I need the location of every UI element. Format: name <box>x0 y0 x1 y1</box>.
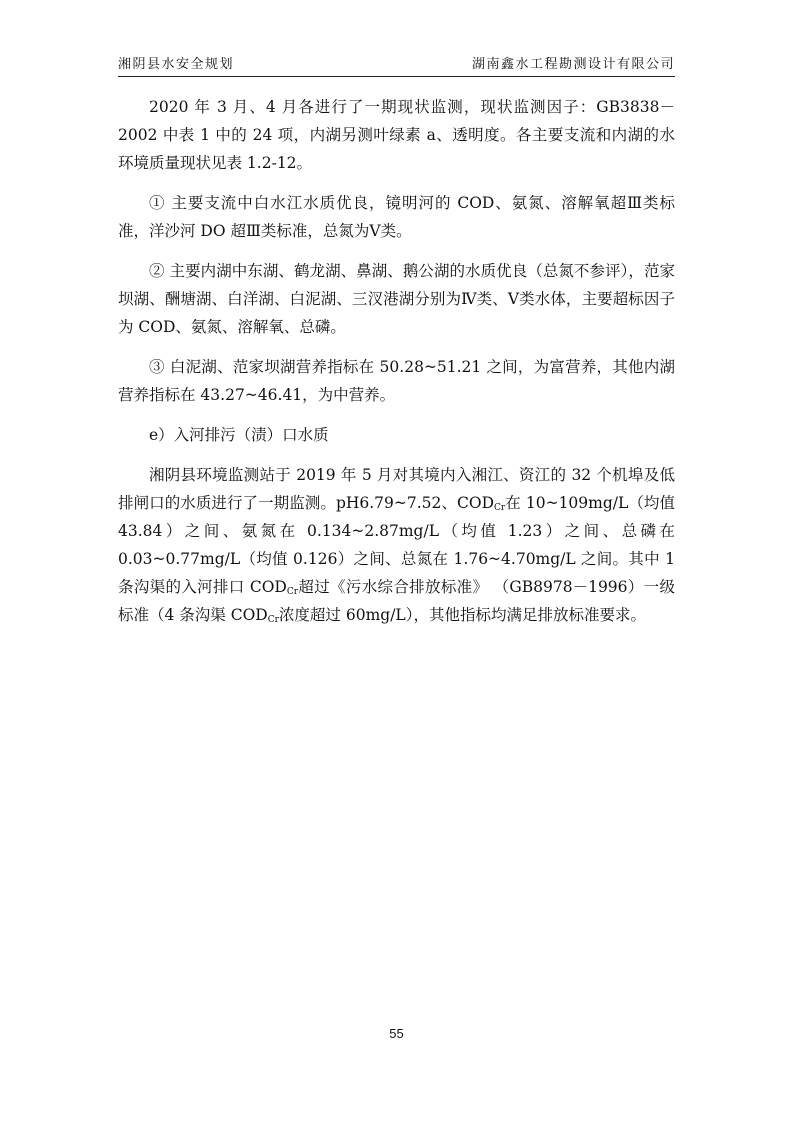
cod-subscript-3: Cr <box>267 615 279 625</box>
paragraph-inner-lake-quality: ② 主要内湖中东湖、鹤龙湖、鼻湖、鹅公湖的水质优良（总氮不参评），范家坝湖、酬塘湖、白洋湖、白泥湖、三汊港湖分别为Ⅳ类、Ⅴ类水体，主要超标因子为 COD、氨氮、溶解氧、总磷。 <box>118 262 675 336</box>
header-company-name: 湖南鑫水工程勘测设计有限公司 <box>471 57 675 72</box>
section-heading-outfall: e）入河排污（渍）口水质 <box>149 426 329 444</box>
outfall-text-part-4: 浓度超过 60mg/L），其他指标均满足排放标准要求。 <box>278 606 646 624</box>
document-body <box>118 93 675 641</box>
page-number: 55 <box>389 1026 404 1041</box>
paragraph-monitoring-overview: 2020 年 3 月、4 月各进行了一期现状监测，现状监测因子：GB3838－2002 中表 1 中的 24 项，内湖另测叶绿素 a、透明度。各主要支流和内湖的水环境质量现状见表 1.2-12。 <box>118 98 675 172</box>
page-header <box>118 54 675 77</box>
outfall-text-part-2: 在 10~109mg/L（均值 43.84）之间、氨氮在 0.134~2.87mg/L（均值 1.23）之间、总磷在 0.03~0.77mg/L（均值 0.126）之间、总氮在 1.76~4.70mg/L 之间。其中 1 条沟渠的入河排口 COD <box>118 494 675 596</box>
paragraph-outfall-quality <box>118 461 675 629</box>
outfall-text-part-1: 湘阴县环境监测站于 2019 年 5 月对其境内入湘江、资江的 32 个机埠及低排闸口的水质进行了一期监测。pH6.79~7.52、COD <box>118 466 675 512</box>
cod-subscript-1: Cr <box>494 503 506 513</box>
paragraph-nutrient-index: ③ 白泥湖、范家坝湖营养指标在 50.28~51.21 之间，为富营养，其他内湖营养指标在 43.27~46.41，为中营养。 <box>118 358 675 404</box>
cod-subscript-2: Cr <box>286 587 299 597</box>
outfall-text-part-3: 超过《污水综合排放标准》 （GB8978－1996）一级标准（4 条沟渠 COD <box>118 578 676 624</box>
paragraph-tributary-quality: ① 主要支流中白水江水质优良，镜明河的 COD、氨氮、溶解氧超Ⅲ类标准，洋沙河 DO 超Ⅲ类标准，总氮为Ⅴ类。 <box>118 194 675 240</box>
header-document-title: 湘阴县水安全规划 <box>118 57 235 72</box>
